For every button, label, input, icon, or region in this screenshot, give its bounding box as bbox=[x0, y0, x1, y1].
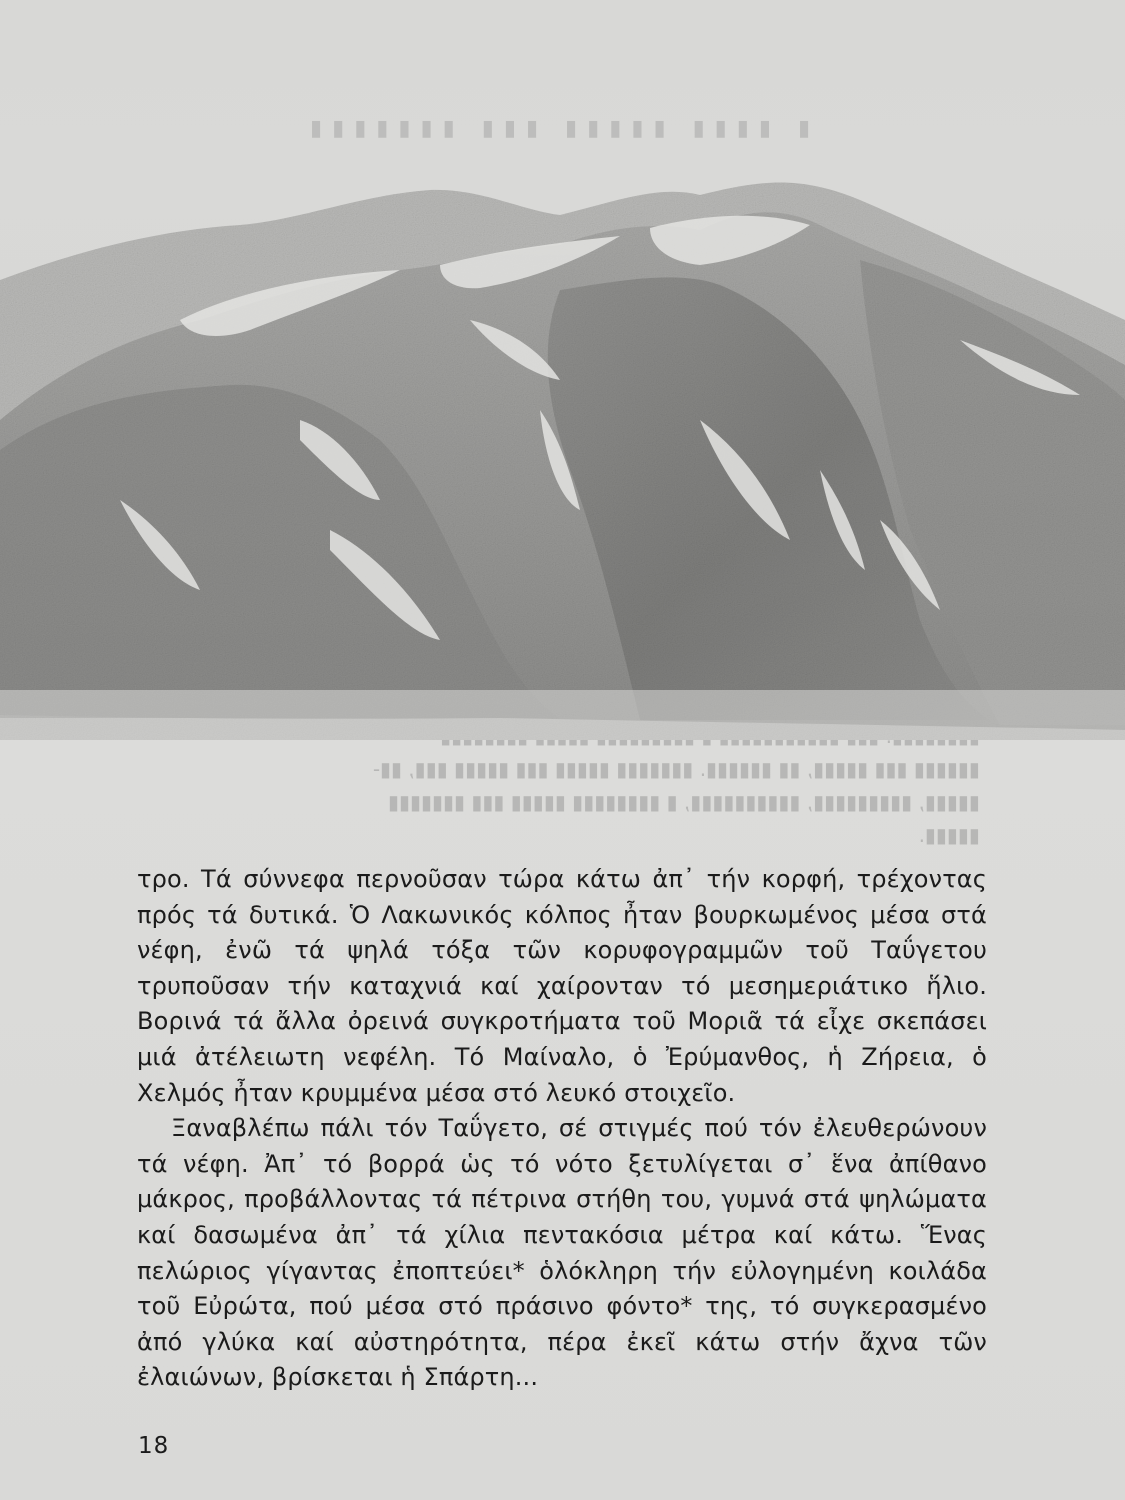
paragraph-1: τρο. Τά σύννεφα περνοῦσαν τώρα κάτω ἀπ᾽ τήν κορφή, τρέχοντας πρός τά δυτικά. Ὁ Λακωνικός κόλπος ἦταν βουρκωμένος μέσα στά νέφη, ἐνῶ τά ψηλά τόξα τῶν κορυφογραμμῶν τοῦ Ταΰγετου τρυποῦσαν τήν καταχνιά καί χαίρονταν τό μεσημεριάτικο ἥλιο. Βορινά τά ἄλλα ὀρεινά συγκροτήματα τοῦ Μοριᾶ τά εἶχε σκεπάσει μιά ἀτέλειωτη νεφέλη. Τό Μαίναλο, ὁ Ἐρύμανθος, ἡ Ζήρεια, ὁ Χελμός ἦταν κρυμμένα μέσα στό λευκό στοιχεῖο. bbox=[137, 865, 987, 1107]
bottom-fade bbox=[0, 690, 1125, 740]
bleed-through-text: ▮▮▮▮▮▮ ▮▮▮ ▮▮▮▮▮, ▮▮ ▮▮▮▮▮▮. ▮▮▮▮▮▮▮ ▮▮▮▮▮ ▮▮▮ ▮▮▮▮▮ ▮▮▮, ▮▮- ▮▮▮▮▮, ▮▮▮▮▮▮▮▮▮, ▮▮▮▮▮▮▮▮▮▮, ▮ ▮▮▮▮▮▮▮▮ ▮▮▮▮▮ ▮▮▮ ▮▮▮▮▮▮▮ ▮▮▮▮▮. bbox=[372, 757, 980, 847]
page-number: 18 bbox=[138, 1433, 170, 1459]
mountain-illustration bbox=[0, 170, 1125, 740]
bleed-through-title: ▮ ▮▮▮▮ ▮▮▮▮▮ ▮▮▮ ▮▮▮▮▮▮▮ bbox=[300, 116, 811, 141]
paragraph-2: Ξαναβλέπω πάλι τόν Ταΰγετο, σέ στιγμές πού τόν ἐλευθερώνουν τά νέφη. Ἀπ᾽ τό βορρά ὡς τό νότο ξετυλίγεται σ᾽ ἕνα ἀπίθανο μάκρος, προβάλλοντας τά πέτρινα στήθη του, γυμνά στά ψηλώματα καί δασωμένα ἀπ᾽ τά χίλια πεντακόσια μέτρα καί κάτω. Ἕνας πελώριος γίγαντας ἐποπτεύει* ὁλόκληρη τήν εὐλογημένη κοιλάδα τοῦ Εὐρώτα, πού μέσα στό πράσινο φόντο* της, τό συγκερασμένο ἀπό γλύκα καί αὐστηρότητα, πέρα ἐκεῖ κάτω στήν ἄχνα τῶν ἐλαιώνων, βρίσκεται ἡ Σπάρτη... bbox=[137, 1114, 987, 1392]
body-text bbox=[137, 862, 987, 1396]
